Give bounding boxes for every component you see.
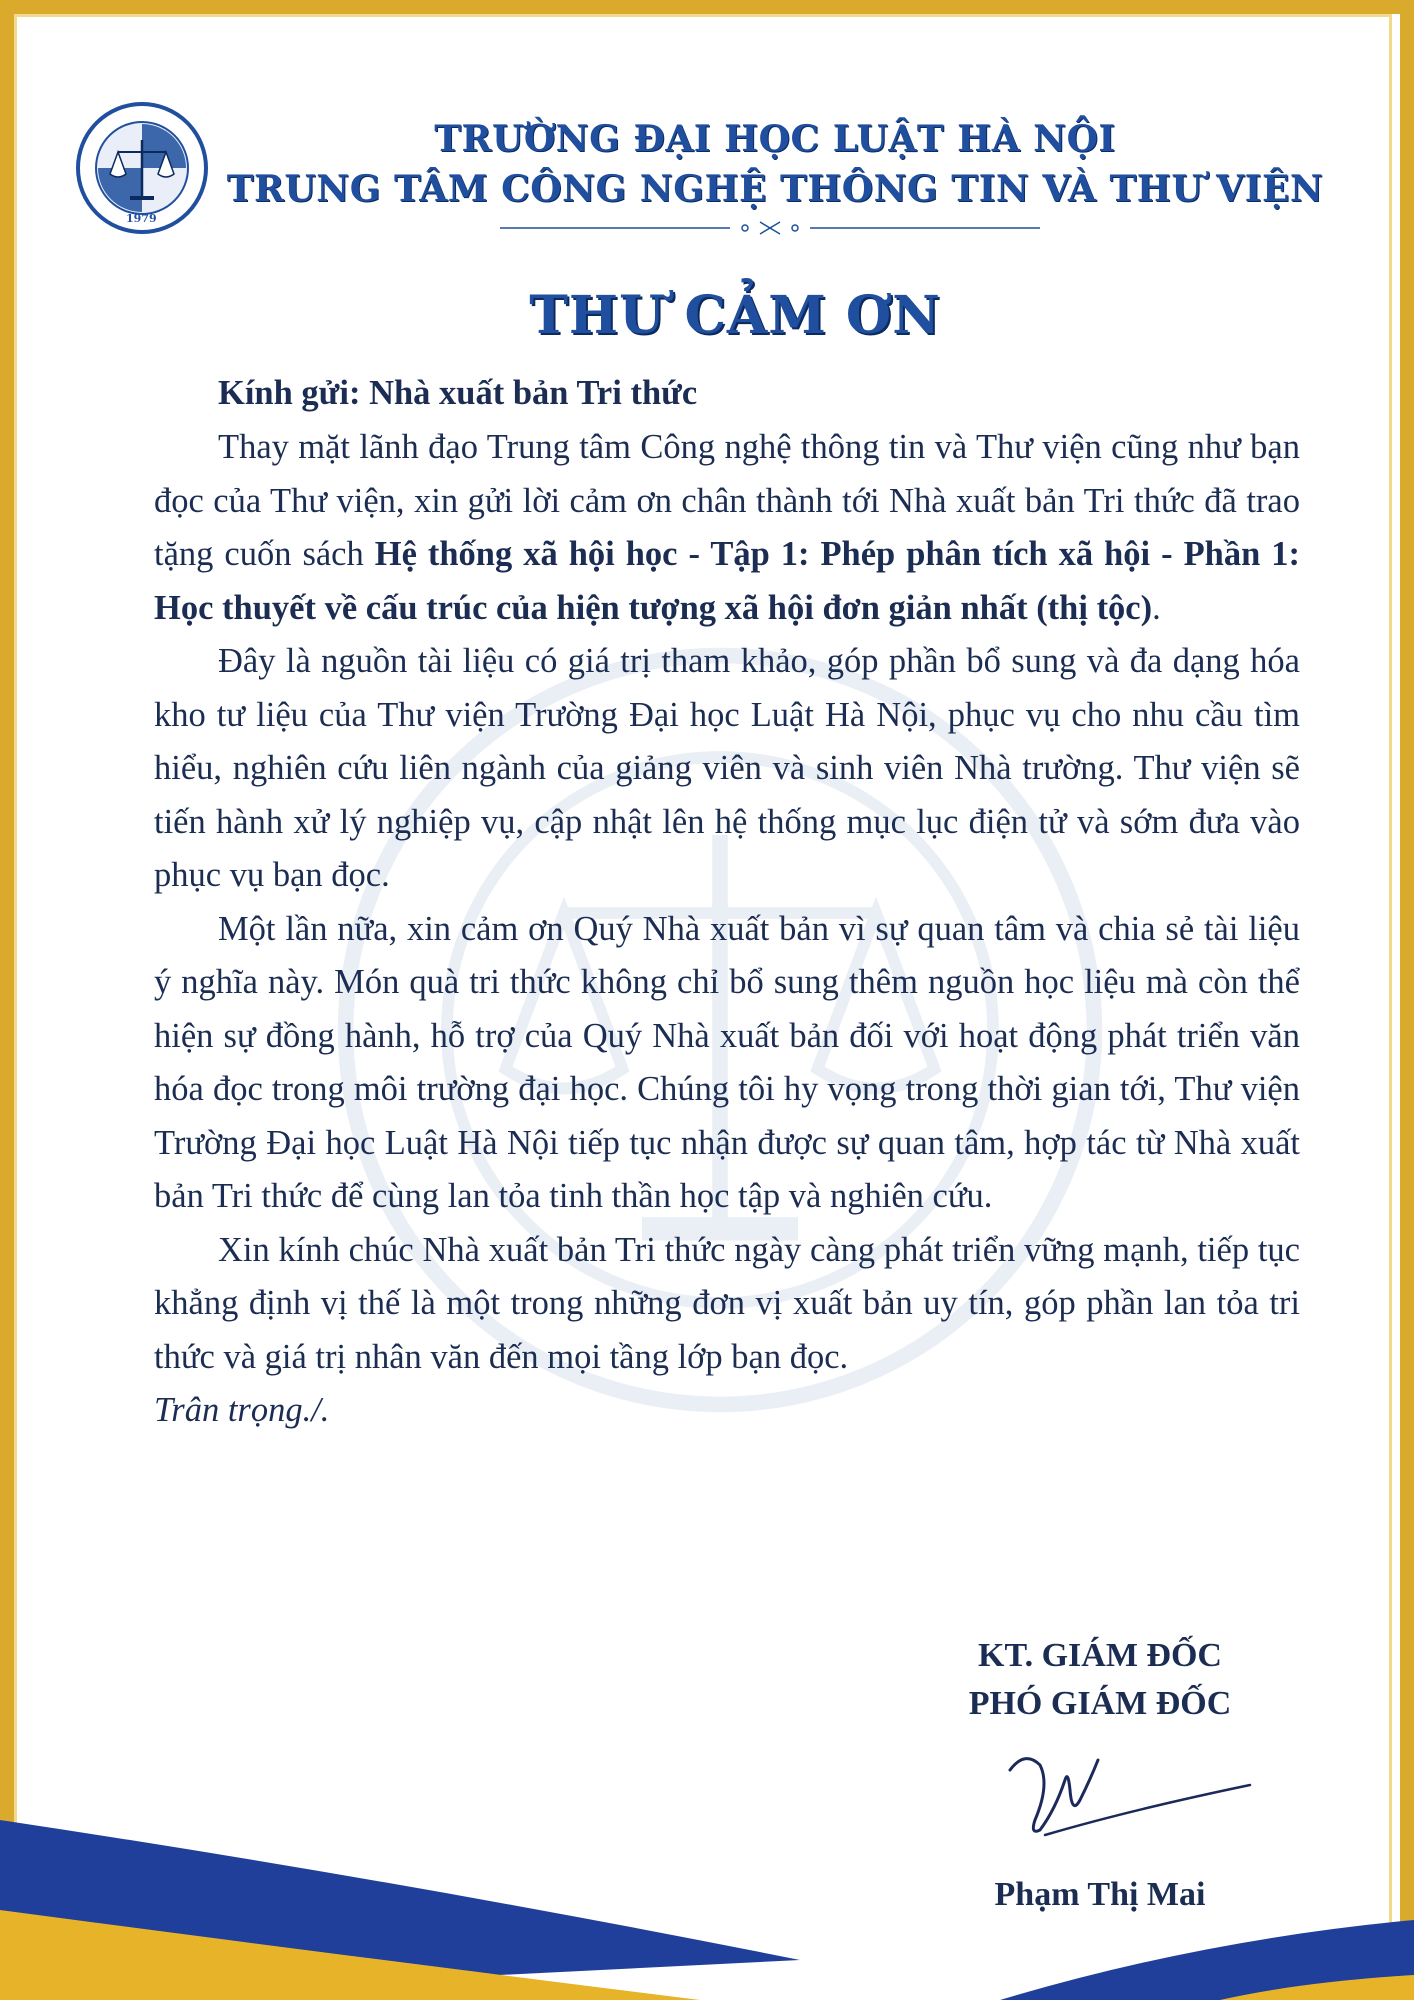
signer-title-line1: KT. GIÁM ĐỐC <box>978 1637 1222 1674</box>
signer-name: Phạm Thị Mai <box>994 1876 1206 1913</box>
paragraph-1 <box>154 421 1300 635</box>
paragraph-2: Đây là nguồn tài liệu có giá trị tham khảo, góp phần bổ sung và đa dạng hóa kho tư liệu của Thư viện Trường Đại học Luật Hà Nội, phục vụ cho nhu cầu tìm hiểu, nghiên cứu liên ngành của giảng viên và sinh viên Nhà trường. Thư viện sẽ tiến hành xử lý nghiệp vụ, cập nhật lên hệ thống mục lục điện tử và sớm đưa vào phục vụ bạn đọc. <box>154 642 1300 894</box>
book-title: Hệ thống xã hội học - Tập 1: Phép phân tích xã hội - Phần 1: Học thuyết về cấu trúc của hiện tượng xã hội đơn giản nhất (thị tộc) <box>154 535 1300 627</box>
paragraph-1-text: Thay mặt lãnh đạo Trung tâm Công nghệ thông tin và Thư viện cũng như bạn đọc của Thư viện, xin gửi lời cảm ơn chân thành tới Nhà xuất bản Tri thức đã trao tặng cuốn sách <box>154 428 1300 573</box>
paragraph-1-end: . <box>1152 588 1161 627</box>
center-name: TRUNG TÂM CÔNG NGHỆ THÔNG TIN VÀ THƯ VIỆN <box>226 168 1324 210</box>
signature-block <box>930 1632 1270 1728</box>
letter-title: THƯ CẢM ƠN <box>529 285 941 346</box>
closing-line: Trân trọng./. <box>154 1391 330 1429</box>
paragraph-3: Một lần nữa, xin cảm ơn Quý Nhà xuất bản vì sự quan tâm và chia sẻ tài liệu ý nghĩa này. Món quà tri thức không chỉ bổ sung thêm nguồn học liệu mà còn thể hiện sự đồng hành, hỗ trợ của Quý Nhà xuất bản đối với hoạt động phát triển văn hóa đọc trong môi trường đại học. Chúng tôi hy vọng trong thời gian tới, Thư viện Trường Đại học Luật Hà Nội tiếp tục nhận được sự quan tâm, hợp tác từ Nhà xuất bản Tri thức để cùng lan tỏa tinh thần học tập và nghiên cứu. <box>154 909 1300 1215</box>
university-name: TRƯỜNG ĐẠI HỌC LUẬT HÀ NỘI <box>434 118 1116 160</box>
signer-title-line2: PHÓ GIÁM ĐỐC <box>968 1685 1232 1722</box>
bottom-wave-decoration <box>0 1800 1414 2000</box>
header-divider <box>500 218 1040 238</box>
recipient-line: Kính gửi: Nhà xuất bản Tri thức <box>218 374 698 412</box>
logo-year: 1979 <box>126 212 157 225</box>
paragraph-4: Xin kính chúc Nhà xuất bản Tri thức ngày càng phát triển vững mạnh, tiếp tục khẳng định vị thế là một trong những đơn vị xuất bản uy tín, góp phần lan tỏa tri thức và giá trị nhân văn đến mọi tầng lớp bạn đọc. <box>154 1230 1300 1376</box>
letter-body <box>154 365 1300 1438</box>
